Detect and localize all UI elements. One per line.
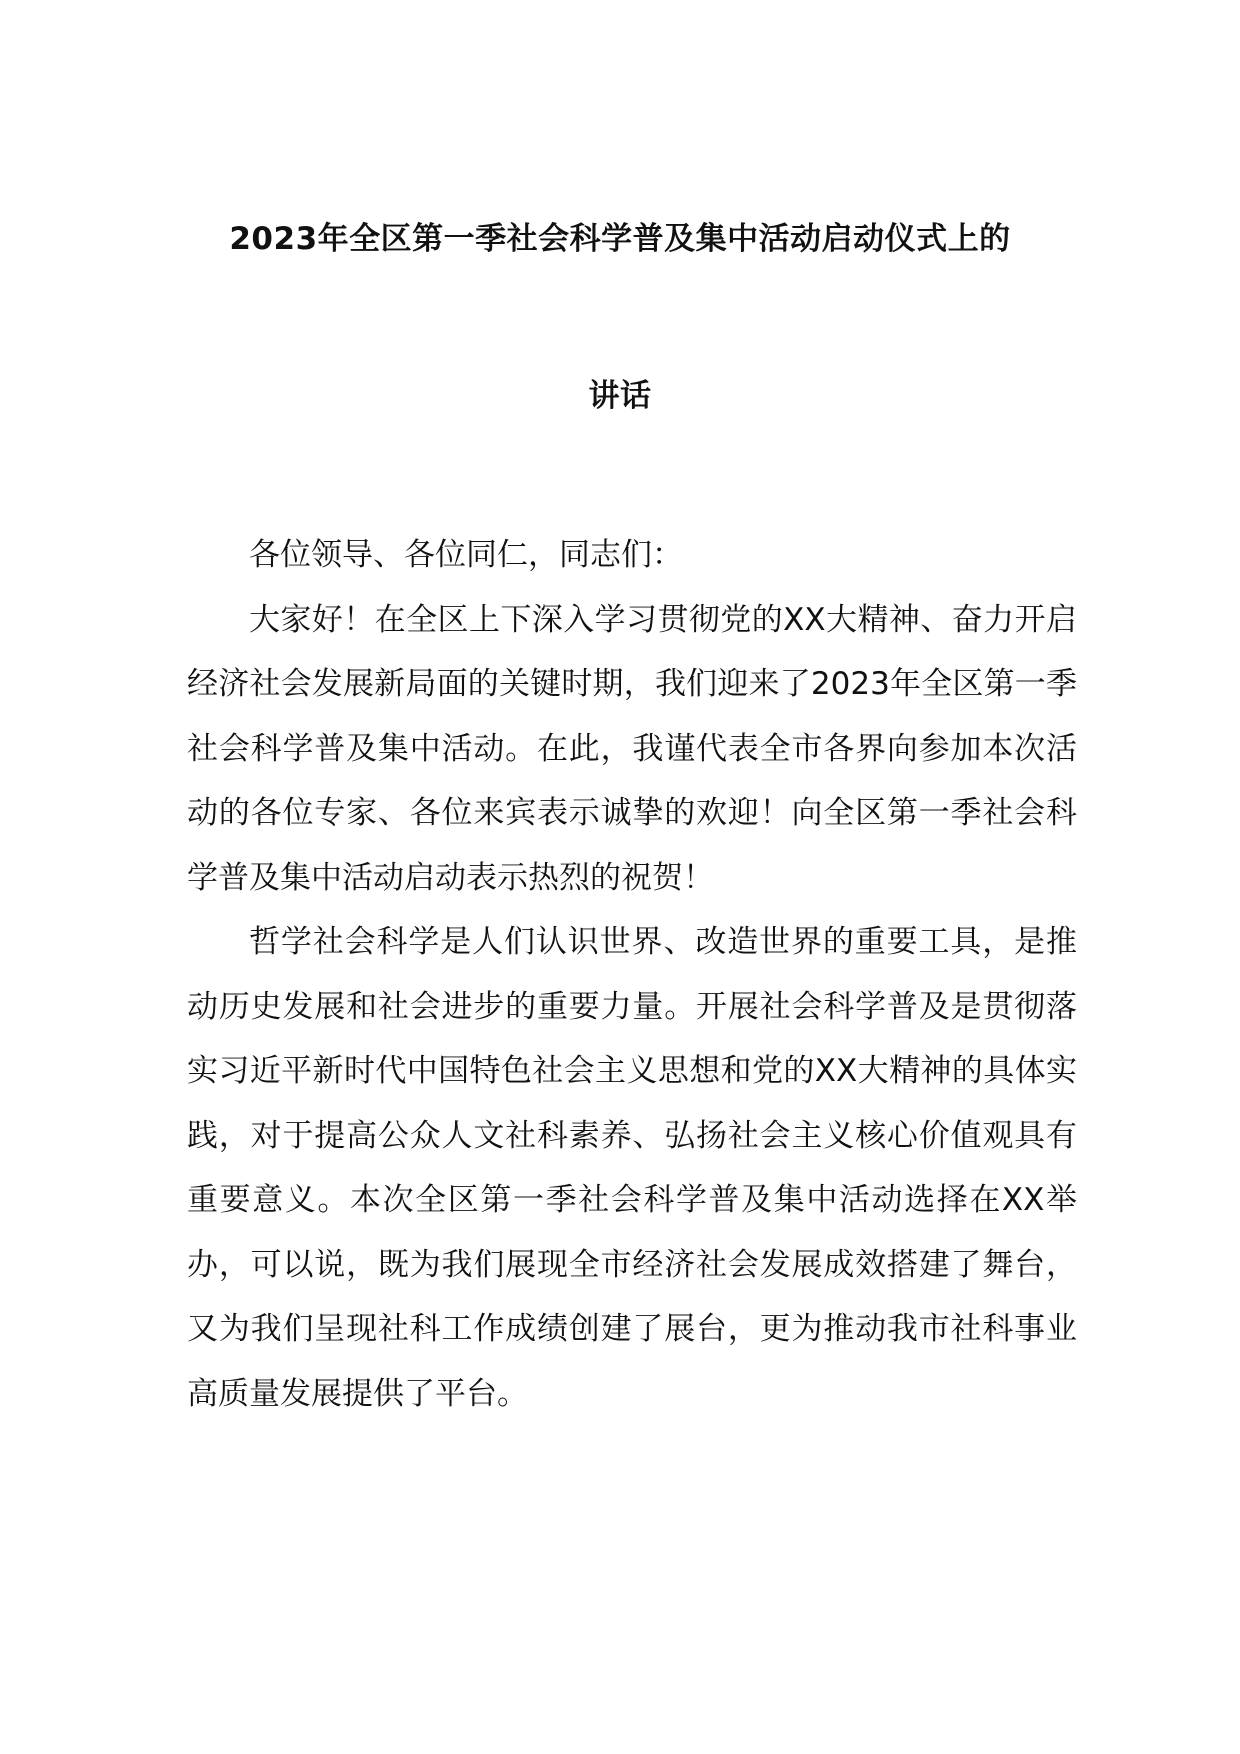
salutation-paragraph: 各位领导、各位同仁，同志们： xyxy=(249,537,683,573)
document-title-line-1: 2023年全区第一季社会科学普及集中活动启动仪式上的 xyxy=(229,221,1011,257)
document-body xyxy=(187,523,1077,1426)
body-paragraph: 哲学社会科学是人们认识世界、改造世界的重要工具，是推动历史发展和社会进步的重要力量。开展社会科学普及是贯彻落实习近平新时代中国特色社会主义思想和党的XX大精神的具体实践，对于提高公众人文社科素养、弘扬社会主义核心价值观具有重要意义。本次全区第一季社会科学普及集中活动选择在XX举办，可以说，既为我们展现全市经济社会发展成效搭建了舞台，又为我们呈现社科工作成绩创建了展台，更为推动我市社科事业高质量发展提供了平台。 xyxy=(187,924,1077,1412)
document-title-line-2: 讲话 xyxy=(588,378,652,414)
body-paragraph: 大家好！在全区上下深入学习贯彻党的XX大精神、奋力开启经济社会发展新局面的关键时期，我们迎来了2023年全区第一季社会科学普及集中活动。在此，我谨代表全市各界向参加本次活动的各位专家、各位来宾表示诚挚的欢迎！向全区第一季社会科学普及集中活动启动表示热烈的祝贺！ xyxy=(187,601,1077,896)
